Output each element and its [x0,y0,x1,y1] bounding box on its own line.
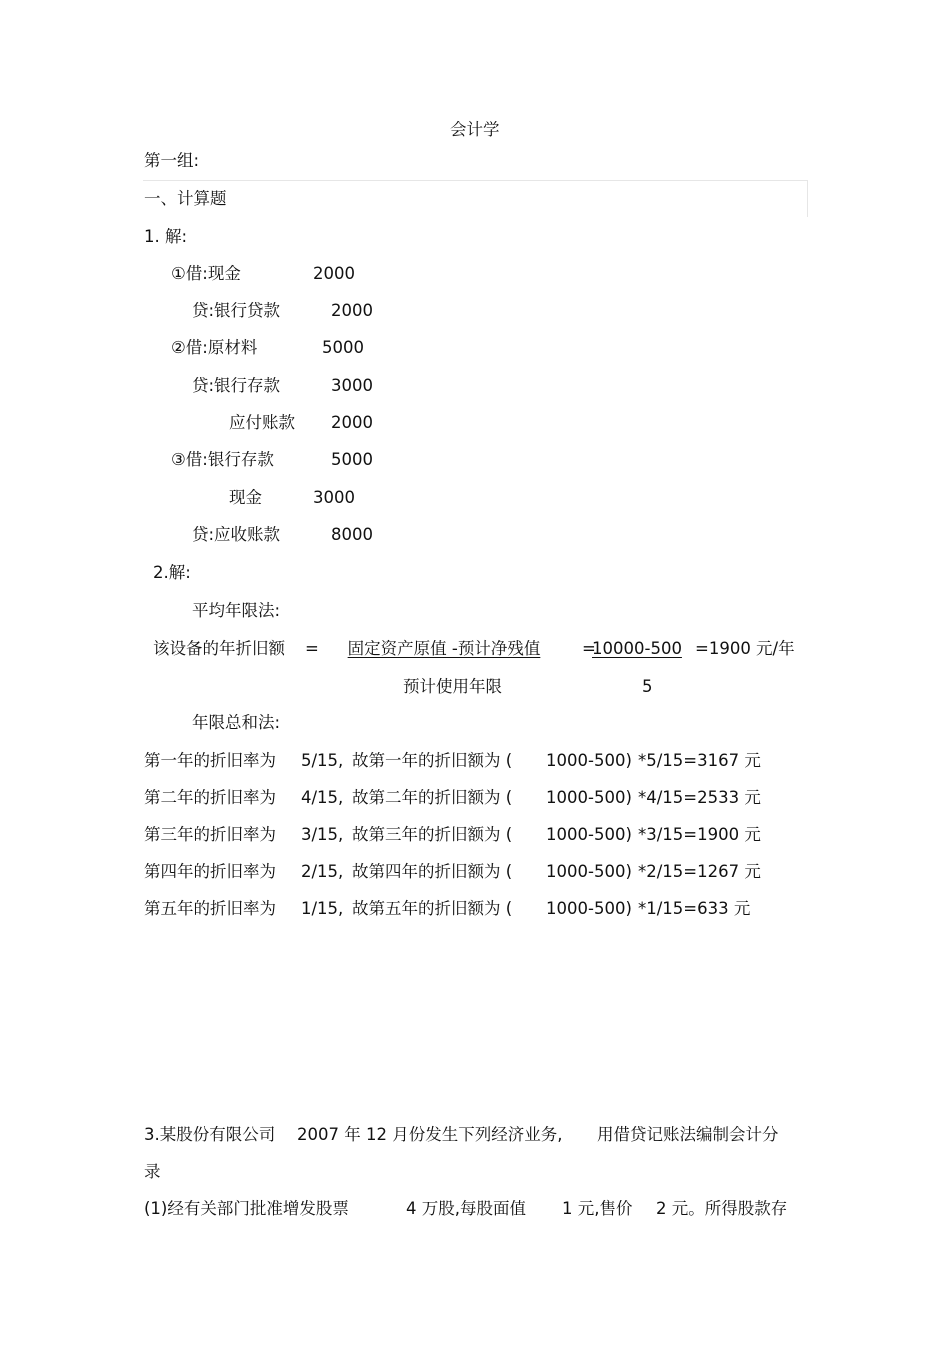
amount-result: *5/15=3167 元 [638,751,761,770]
document-title: 会计学 [450,120,500,139]
method2-label: 年限总和法: [192,713,281,732]
entry2-debit: ②借:原材料 [171,338,258,357]
denominator-value: 5 [642,677,653,696]
entry2-credit2-amount: 2000 [331,413,373,432]
rate-label: 第二年的折旧率为 [144,788,276,807]
entry1-debit-amount: 2000 [313,264,355,283]
base-value: 1000-500) [546,788,632,807]
entry2-credit2: 应付账款 [229,413,295,432]
formula-denominator: 预计使用年限 [403,677,502,696]
q3-line1-part2: 2007 年 12 月份发生下列经济业务, [297,1125,563,1144]
entry2-credit-amount: 3000 [331,376,373,395]
amount-result: *2/15=1267 元 [638,862,761,881]
amount-label: 故第一年的折旧额为 ( [352,751,513,770]
equals-sign-2: = [582,639,596,658]
entry1-credit-amount: 2000 [331,301,373,320]
entry3-credit-amount: 8000 [331,525,373,544]
rate-value: 3/15, [301,825,344,844]
rate-value: 2/15, [301,862,344,881]
amount-label: 故第二年的折旧额为 ( [352,788,513,807]
amount-label: 故第五年的折旧额为 ( [352,899,513,918]
q3-item1-part4: 2 元。所得股款存 [656,1199,788,1218]
q1-heading: 1. 解: [144,227,188,246]
section-frame [143,180,808,217]
rate-label: 第三年的折旧率为 [144,825,276,844]
rate-value: 4/15, [301,788,344,807]
base-value: 1000-500) [546,862,632,881]
amount-result: *3/15=1900 元 [638,825,761,844]
formula-result: =1900 元/年 [695,639,795,658]
q3-line1-part1: 3.某股份有限公司 [144,1125,276,1144]
q3-line1-part3: 用借贷记账法编制会计分 [597,1125,779,1144]
q3-item1-part3: 1 元,售价 [562,1199,633,1218]
rate-value: 5/15, [301,751,344,770]
numerator-value: 10000-500 [592,639,682,658]
q2-heading: 2.解: [153,563,191,582]
entry1-debit: ①借:现金 [171,264,241,283]
section-heading: 一、计算题 [144,189,227,208]
entry3-credit: 贷:应收账款 [192,525,281,544]
entry2-credit: 贷:银行存款 [192,376,281,395]
amount-label: 故第四年的折旧额为 ( [352,862,513,881]
entry3-debit: ③借:银行存款 [171,450,274,469]
entry2-debit-amount: 5000 [322,338,364,357]
entry3-debit2-amount: 3000 [313,488,355,507]
amount-result: *4/15=2533 元 [638,788,761,807]
base-value: 1000-500) [546,751,632,770]
equals-sign: = [305,639,319,658]
rate-label: 第五年的折旧率为 [144,899,276,918]
method1-label: 平均年限法: [192,601,281,620]
base-value: 1000-500) [546,899,632,918]
rate-label: 第四年的折旧率为 [144,862,276,881]
group-heading: 第一组: [144,151,200,170]
q3-item1-part1: (1)经有关部门批准增发股票 [144,1199,349,1218]
formula-label: 该设备的年折旧额 [153,639,285,658]
base-value: 1000-500) [546,825,632,844]
q3-line2: 录 [144,1162,161,1181]
rate-label: 第一年的折旧率为 [144,751,276,770]
formula-numerator: 固定资产原值 -预计净残值 [347,639,541,658]
entry3-debit2: 现金 [229,488,262,507]
entry1-credit: 贷:银行贷款 [192,301,281,320]
entry3-debit-amount: 5000 [331,450,373,469]
amount-result: *1/15=633 元 [638,899,751,918]
q3-item1-part2: 4 万股,每股面值 [406,1199,526,1218]
amount-label: 故第三年的折旧额为 ( [352,825,513,844]
rate-value: 1/15, [301,899,344,918]
